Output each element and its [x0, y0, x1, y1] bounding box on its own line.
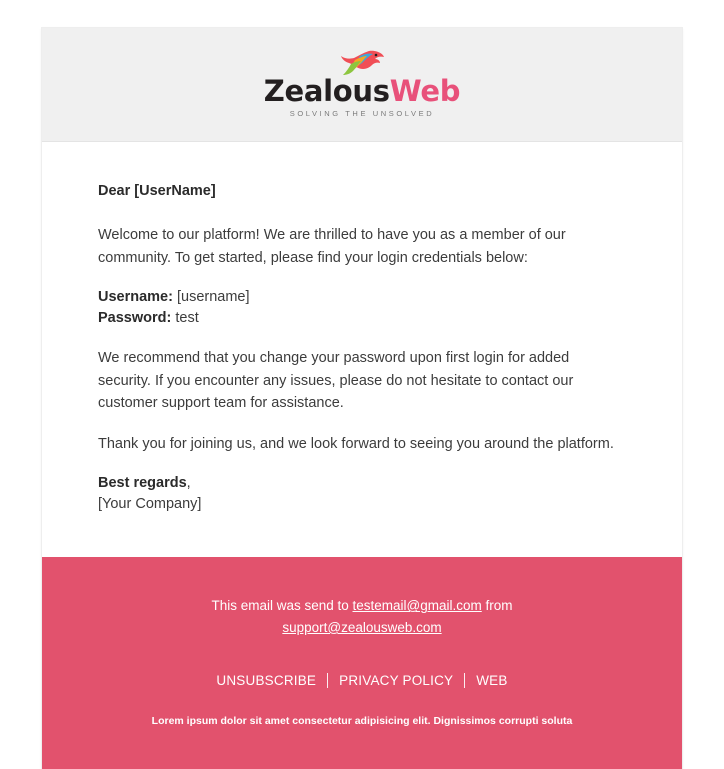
logo-wordmark	[263, 74, 461, 108]
username-value: [username]	[176, 289, 250, 306]
password-label: Password:	[98, 310, 172, 327]
signoff-block	[98, 473, 626, 515]
email-body	[42, 142, 682, 557]
regards-comma: ,	[186, 475, 191, 492]
footer-recipient-line	[82, 595, 642, 638]
footer-separator	[327, 673, 328, 688]
security-note-paragraph: We recommend that you change your password upon first login for added security. If you encounter any issues, please do not hesitate to contact our customer support team for assistance.	[98, 350, 574, 412]
recipient-email-link[interactable]: testemail@gmail.com	[352, 598, 482, 614]
password-value: test	[175, 310, 199, 327]
bird-logo-icon	[339, 50, 385, 76]
email-header	[42, 28, 682, 142]
logo-tagline: SOLVING THE UNSOLVED	[289, 109, 435, 118]
logo-text-web: Web	[389, 74, 461, 108]
regards-text: Best regards	[98, 475, 187, 492]
logo-text-zealous: Zealous	[263, 74, 390, 108]
support-email-link[interactable]: support@zealousweb.com	[282, 619, 442, 635]
footer-link-privacy-policy[interactable]: PRIVACY POLICY	[339, 672, 454, 688]
closing-paragraph: Thank you for joining us, and we look forward to seeing you around the platform.	[98, 435, 614, 452]
brand-logo[interactable]	[264, 50, 460, 118]
footer-link-unsubscribe[interactable]: UNSUBSCRIBE	[216, 672, 317, 688]
footer-separator	[464, 673, 465, 688]
greeting-text: Dear [UserName]	[98, 183, 216, 199]
footer-legal-text: Lorem ipsum dolor sit amet consectetur adipisicing elit. Dignissimos corrupti soluta	[151, 714, 573, 727]
intro-paragraph: Welcome to our platform! We are thrilled to have you as a member of our community. To get started, please find your login credentials below:	[98, 227, 566, 266]
username-label: Username:	[98, 289, 173, 306]
footer-nav	[82, 673, 642, 688]
footer-link-web[interactable]: WEB	[476, 672, 508, 688]
company-name: [Your Company]	[98, 496, 202, 513]
credentials-block	[98, 287, 626, 329]
footer-sent-middle: from	[481, 598, 513, 614]
email-footer	[42, 557, 682, 769]
email-card	[42, 28, 682, 769]
footer-sent-prefix: This email was send to	[211, 598, 353, 614]
